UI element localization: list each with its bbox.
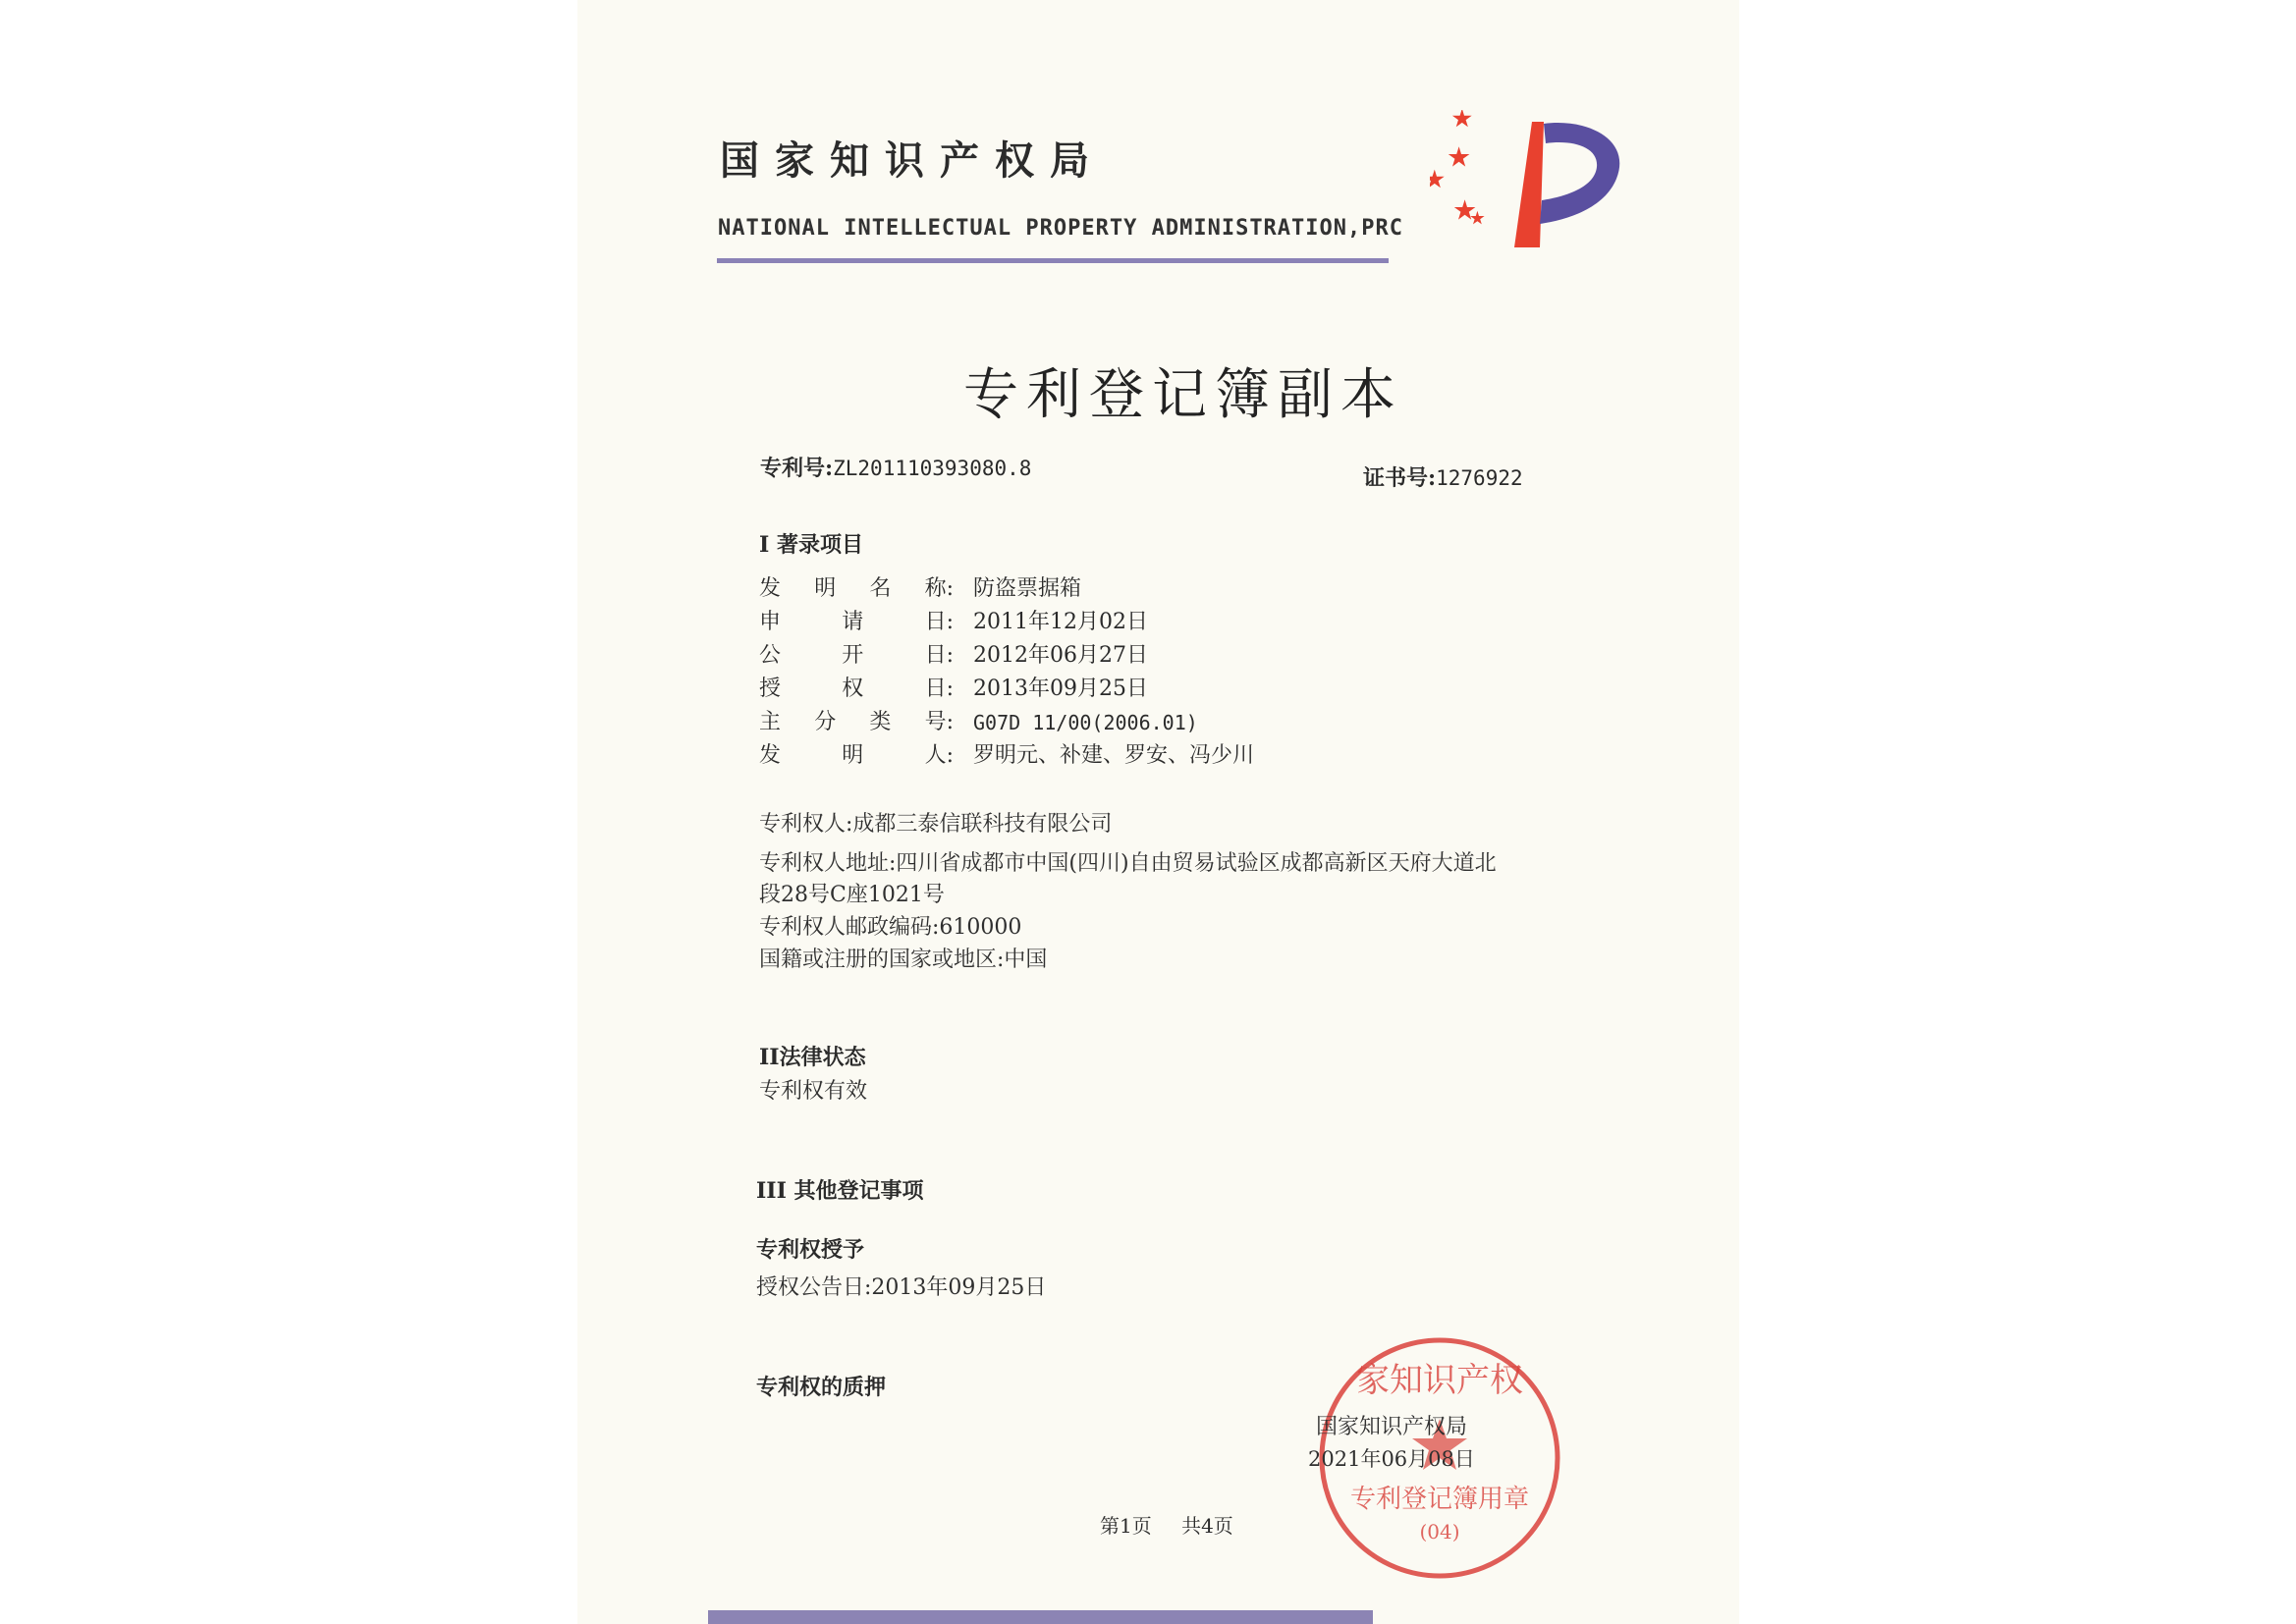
field-value: 防盗票据箱: [973, 576, 1082, 601]
pledge-heading: 专利权的质押: [756, 1375, 887, 1400]
page-footer: 第1页 共4页: [1100, 1514, 1233, 1538]
field-row: [759, 706, 1254, 739]
grant-announcement-date: 授权公告日:2013年09月25日: [756, 1275, 1047, 1300]
field-value: 2012年06月27日: [973, 643, 1148, 668]
header-rule: [717, 258, 1389, 263]
svg-text:家知识产权: 家知识产权: [1356, 1361, 1523, 1400]
field-value: 2013年09月25日: [973, 677, 1148, 701]
field-label: 授 权 日:: [759, 677, 954, 701]
field-row: [759, 639, 1254, 673]
field-row: [759, 572, 1254, 606]
field-value: G07D 11/00(2006.01): [973, 711, 1198, 734]
footer-rule: [708, 1610, 1373, 1624]
patent-number-label: 专利号:: [760, 456, 834, 481]
field-label: 主 分 类 号:: [759, 710, 954, 734]
field-row: [759, 606, 1254, 639]
patentee-postcode: 专利权人邮政编码:610000: [759, 915, 1022, 940]
field-value: 罗明元、补建、罗安、冯少川: [973, 743, 1255, 768]
patent-number-value: ZL201110393080.8: [833, 457, 1032, 480]
document-title: 专利登记簿副本: [963, 363, 1403, 427]
field-label: 申 请 日:: [759, 610, 954, 634]
issuer-name: 国家知识产权局: [1316, 1415, 1468, 1439]
grant-heading: 专利权授予: [756, 1237, 865, 1263]
nationality: 国籍或注册的国家或地区:中国: [759, 947, 1048, 972]
cnipa-logo-icon: [1430, 110, 1622, 253]
section-1-heading: I 著录项目: [759, 532, 863, 558]
field-label: 发 明 人:: [759, 743, 954, 768]
field-value: 2011年12月02日: [973, 610, 1148, 634]
field-row: [759, 739, 1254, 773]
patent-number: [760, 452, 1031, 482]
patentee-address-line-1: 专利权人地址:四川省成都市中国(四川)自由贸易试验区成都高新区天府大道北: [759, 851, 1497, 876]
field-label: 发 明 名 称:: [759, 576, 954, 601]
org-name-cn: 国家知识产权局: [720, 137, 1105, 184]
certificate-number: [1363, 461, 1523, 492]
org-name-en: NATIONAL INTELLECTUAL PROPERTY ADMINISTRATION,PRC: [718, 216, 1404, 241]
field-row: [759, 673, 1254, 706]
section-3-heading: III 其他登记事项: [756, 1178, 924, 1204]
patentee-address-line-2: 段28号C座1021号: [759, 883, 945, 907]
svg-text:(04): (04): [1419, 1520, 1460, 1543]
document-page: [577, 0, 1739, 1624]
field-label: 公 开 日:: [759, 643, 954, 668]
section-2-heading: II法律状态: [759, 1045, 866, 1070]
certificate-number-label: 证书号:: [1363, 465, 1437, 491]
certificate-number-value: 1276922: [1436, 466, 1523, 490]
issue-date: 2021年06月08日: [1308, 1447, 1475, 1471]
legal-status: 专利权有效: [759, 1079, 868, 1104]
svg-text:专利登记簿用章: 专利登记簿用章: [1349, 1485, 1530, 1514]
patentee: 专利权人:成都三泰信联科技有限公司: [759, 812, 1113, 837]
bibliographic-fields: [759, 572, 1254, 773]
